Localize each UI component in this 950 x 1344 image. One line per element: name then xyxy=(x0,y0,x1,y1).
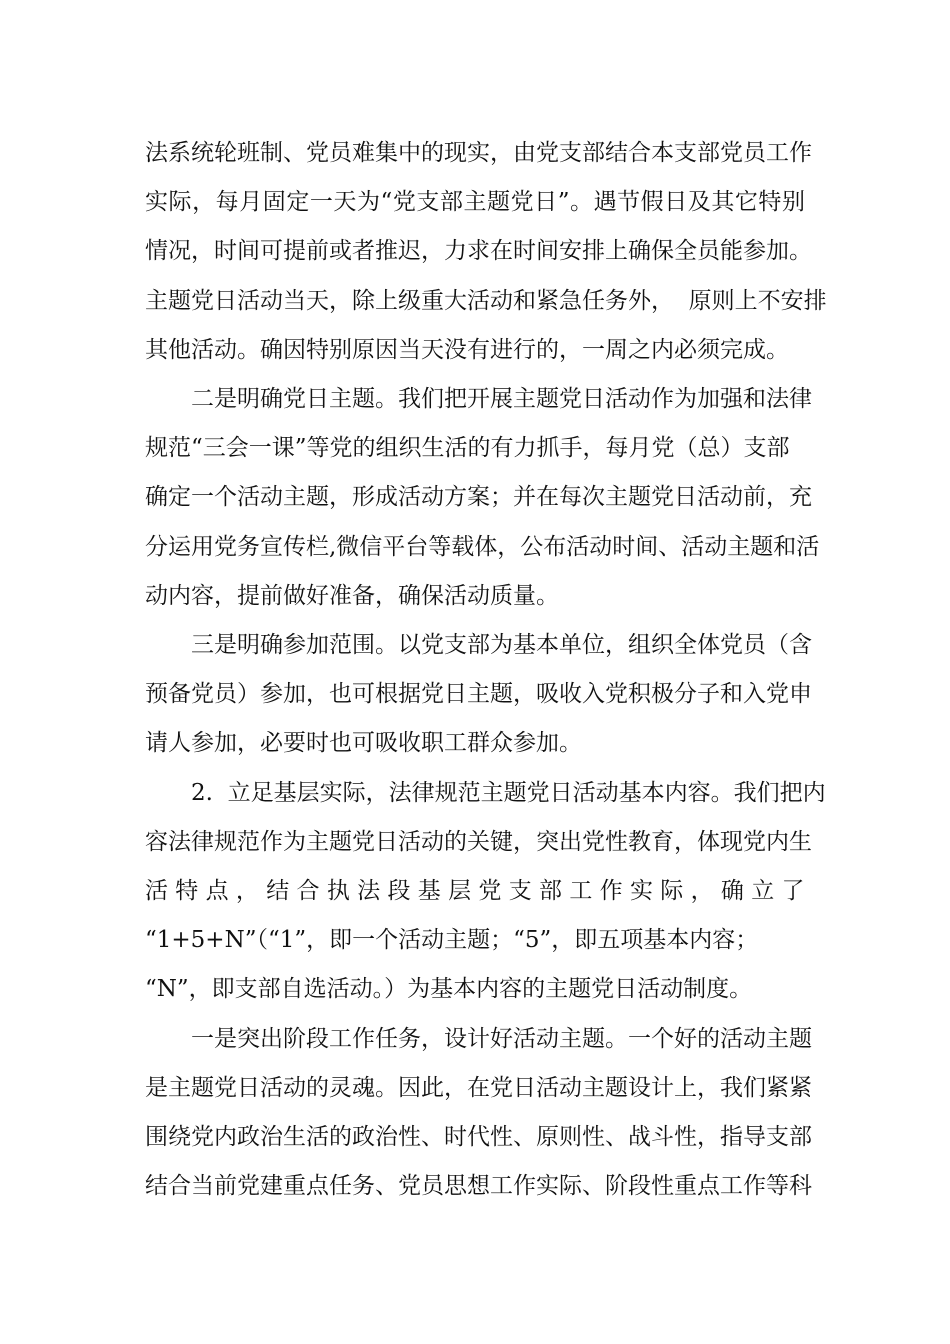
text-line: 确定一个活动主题，形成活动方案；并在每次主题党日活动前，充 xyxy=(145,484,812,511)
text-line: 其他活动。确因特别原因当天没有进行的，一周之内必须完成。 xyxy=(145,336,789,363)
text-line: 请人参加，必要时也可吸收职工群众参加。 xyxy=(145,730,582,757)
text-line: 活 特 点 ， 结 合 执 法 段 基 层 党 支 部 工 作 实 际 ， 确 立 了 xyxy=(145,878,805,905)
text-line: 结合当前党建重点任务、党员思想工作实际、阶段性重点工作等科 xyxy=(145,1173,812,1200)
text-line: 预备党员）参加，也可根据党日主题，吸收入党积极分子和入党申 xyxy=(145,681,812,708)
document-body xyxy=(145,129,827,1211)
text-line: “N”，即支部自选活动。）为基本内容的主题党日活动制度。 xyxy=(145,976,753,1003)
text-line: 分运用党务宣传栏,微信平台等载体，公布活动时间、活动主题和活 xyxy=(145,533,820,560)
text-line: 规范“三会一课”等党的组织生活的有力抓手，每月党（总）支部 xyxy=(145,435,790,462)
text-line: 实际，每月固定一天为“党支部主题党日”。遇节假日及其它特别 xyxy=(145,189,805,216)
text-line: 容法律规范作为主题党日活动的关键，突出党性教育，体现党内生 xyxy=(145,828,812,855)
text-line: 是主题党日活动的灵魂。因此，在党日活动主题设计上，我们紧紧 xyxy=(145,1074,812,1101)
text-line: 一是突出阶段工作任务，设计好活动主题。一个好的活动主题 xyxy=(191,1025,812,1052)
paragraph-scope xyxy=(145,621,812,769)
paragraph-activity-theme xyxy=(145,1015,812,1212)
text-line: 2. 立足基层实际，法律规范主题党日活动基本内容。我们把内 xyxy=(191,779,826,806)
paragraph-schedule xyxy=(145,129,827,375)
paragraph-basic-content xyxy=(145,769,826,1015)
text-line: 主题党日活动当天，除上级重大活动和紧急任务外， 原则上不安排 xyxy=(145,287,827,314)
text-line: 动内容，提前做好准备，确保活动质量。 xyxy=(145,582,559,609)
text-line: 围绕党内政治生活的政治性、时代性、原则性、战斗性，指导支部 xyxy=(145,1124,812,1151)
text-line: 情况，时间可提前或者推迟，力求在时间安排上确保全员能参加。 xyxy=(145,238,812,265)
text-line: 法系统轮班制、党员难集中的现实，由党支部结合本支部党员工作 xyxy=(145,140,812,166)
text-line: 二是明确党日主题。我们把开展主题党日活动作为加强和法律 xyxy=(191,386,812,413)
paragraph-theme xyxy=(145,375,820,621)
text-line: 三是明确参加范围。以党支部为基本单位，组织全体党员（含 xyxy=(191,632,812,659)
text-line: “1+5+N”（“1”，即一个活动主题；“5”，即五项基本内容； xyxy=(145,927,759,954)
